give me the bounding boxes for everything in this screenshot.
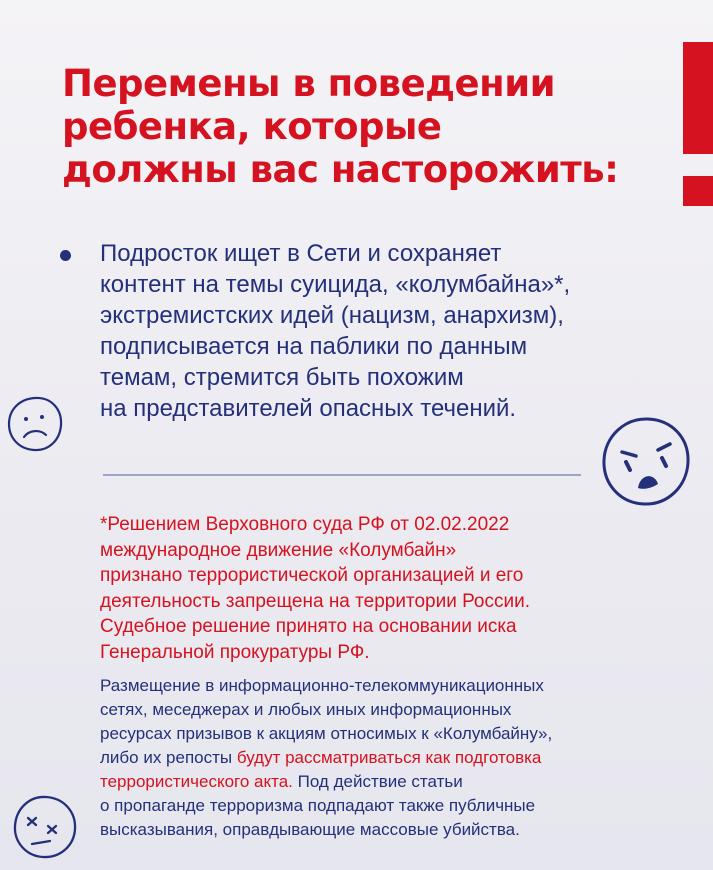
legal-notice [100,674,700,842]
sad-face-icon [4,393,66,455]
angry-face-icon [596,412,696,512]
legal-text: Под действие статьи [292,772,463,791]
page-title [62,62,662,191]
legal-line [100,770,700,794]
footnote-line: деятельность запрещена на территории России. [100,590,530,612]
legal-highlight: террористического акта. [100,772,293,791]
exclamation-bar [683,42,713,154]
section-divider [103,474,581,476]
legal-line [100,746,700,770]
dizzy-face-icon [8,792,82,864]
bullet-line: контент на темы суицида, «колумбайна»*, [100,271,571,298]
legal-text: либо их репосты [100,748,237,767]
bullet-line: Подросток ищет в Сети и сохраняет [100,240,502,267]
title-line: должны вас насторожить: [62,148,619,191]
legal-line: высказывания, оправдывающие массовые убийства. [100,820,520,839]
footnote-line: признано террористической организацией и его [100,565,524,586]
bullet-line: на представителей опасных течений. [100,395,517,422]
legal-line: Размещение в информационно-телекоммуникационных [100,676,544,695]
bullet-marker [60,250,71,261]
bullet-line: темам, стремится быть похожим [100,364,464,391]
bullet-line: подписывается на паблики по данным [100,333,528,360]
legal-line: сетях, меседжерах и любых иных информационных [100,700,512,719]
title-line: Перемены в поведении [62,62,556,105]
footnote-line: Генеральной прокуратуры РФ. [100,641,370,663]
footnote-line: *Решением Верховного суда РФ от 02.02.2022 [100,514,510,535]
footnote [100,512,700,665]
footnote-line: международное движение «Колумбайн» [100,539,457,561]
exclamation-dot [683,176,713,206]
legal-line: о пропаганде терроризма подпадают также публичные [100,796,536,815]
bullet-item [100,238,690,424]
legal-line: ресурсах призывов к акциям относимых к «Колумбайну», [100,724,553,743]
legal-highlight: будут рассматриваться как подготовка [236,748,542,767]
title-line: ребенка, которые [62,105,442,148]
footnote-line: Судебное решение принято на основании иска [100,616,517,637]
bullet-line: экстремистских идей (нацизм, анархизм), [100,302,564,329]
